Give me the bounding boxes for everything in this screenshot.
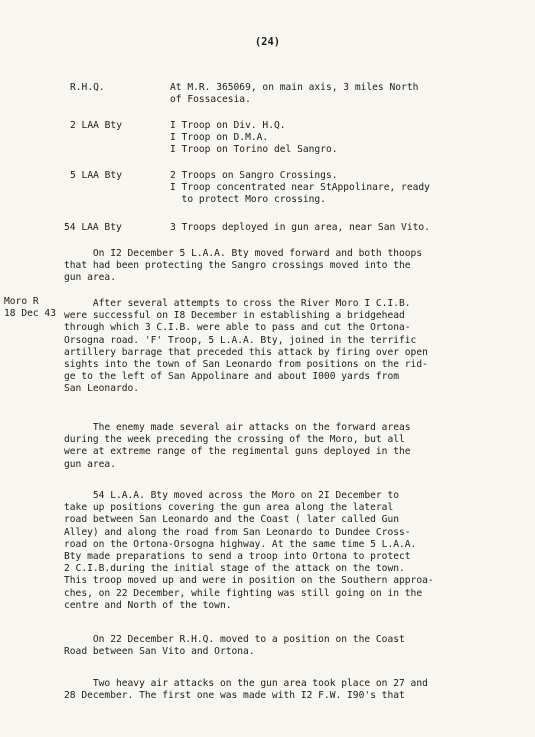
margin-note-line: 18 Dec 43 (4, 308, 56, 320)
text-line: road on the Ortona-Orsogna highway. At the same time 5 L.A.A. (64, 538, 417, 550)
text-line: Bty made preparations to send a troop into Ortona to protect (64, 551, 411, 563)
text-line: were successful on I8 December in establishing a bridgehead (64, 310, 405, 322)
text-line: I Troop on D.M.A. (170, 132, 269, 144)
text-line: On I2 December 5 L.A.A. Bty moved forward and both thoops (64, 248, 423, 259)
text-line: of Fossacesia. (170, 94, 251, 106)
text-line: take up positions covering the gun area along the lateral (64, 502, 394, 514)
text-line: 3 Troops deployed in gun area, near San Vito. (170, 222, 430, 233)
paragraph (64, 422, 494, 471)
page-number: (24) (254, 36, 281, 48)
deployment-desc-54laa (170, 222, 430, 234)
text-line: ge to the left of San Appolinare and about I000 yards from (64, 371, 400, 383)
paragraph (64, 298, 494, 396)
paragraph (64, 634, 494, 658)
text-line: Alley) and along the road from San Leonardo to Dundee Cross- (64, 526, 411, 538)
text-line: Road between San Vito and Ortona. (64, 646, 255, 658)
text-line: Two heavy air attacks on the gun area took place on 27 and (64, 678, 428, 689)
deployment-desc-5laa (170, 170, 430, 207)
text-line: 2 Troops on Sangro Crossings. (170, 170, 338, 181)
text-line: I Troop on Div. H.Q. (170, 120, 286, 131)
text-line: artillery barrage that preceded this attack by firing over open (64, 346, 428, 358)
text-line: gun area. (64, 272, 116, 284)
text-line: On 22 December R.H.Q. moved to a position on the Coast (64, 634, 405, 645)
paragraph (64, 248, 494, 285)
text-line: This troop moved up and were in position on the Southern approa- (64, 575, 434, 587)
deployment-unit-rhq: R.H.Q. (70, 82, 105, 93)
paragraph (64, 490, 494, 612)
text-line: ches, on 22 December, while fighting was still going on in the (64, 587, 423, 599)
text-line: After several attempts to cross the River Moro I C.I.B. (64, 298, 411, 309)
text-line: 2 C.I.B.during the initial stage of the attack on the town. (64, 563, 405, 575)
deployment-unit-5laa: 5 LAA Bty (70, 170, 122, 181)
text-line: gun area. (64, 458, 116, 470)
text-line: through which 3 C.I.B. were able to pass and cut the Ortona- (64, 322, 411, 334)
deployment-desc-2laa (170, 120, 338, 157)
margin-note (4, 296, 56, 320)
deployment-unit-2laa: 2 LAA Bty (70, 120, 122, 131)
text-line: during the week preceding the crossing of the Moro, but all (64, 434, 405, 446)
text-line: road between San Leonardo and the Coast ( later called Gun (64, 514, 400, 526)
text-line: that had been protecting the Sangro crossings moved into the (64, 260, 411, 272)
text-line: sights into the town of San Leonardo from positions on the rid- (64, 359, 428, 371)
text-line: I Troop on Torino del Sangro. (170, 144, 338, 156)
deployment-unit-54laa: 54 LAA Bty (64, 222, 122, 233)
text-line: were at extreme range of the regimental guns deployed in the (64, 446, 411, 458)
text-line: 28 December. The first one was made with I2 F.W. I90's that (64, 690, 405, 702)
text-line: The enemy made several air attacks on the forward areas (64, 422, 411, 433)
text-line: I Troop concentrated near StAppolinare, ready (170, 182, 430, 194)
text-line: 54 L.A.A. Bty moved across the Moro on 2I December to (64, 490, 400, 501)
text-line: At M.R. 365069, on main axis, 3 miles North (170, 82, 419, 93)
paragraph (64, 678, 494, 702)
deployment-desc-rhq (170, 82, 418, 106)
text-line: San Leonardo. (64, 383, 140, 395)
margin-note-line: Moro R (4, 296, 39, 307)
text-line: to protect Moro crossing. (170, 194, 326, 206)
text-line: Orsogna road. 'F' Troop, 5 L.A.A. Bty, joined in the terrific (64, 334, 417, 346)
text-line: centre and North of the town. (64, 599, 232, 611)
